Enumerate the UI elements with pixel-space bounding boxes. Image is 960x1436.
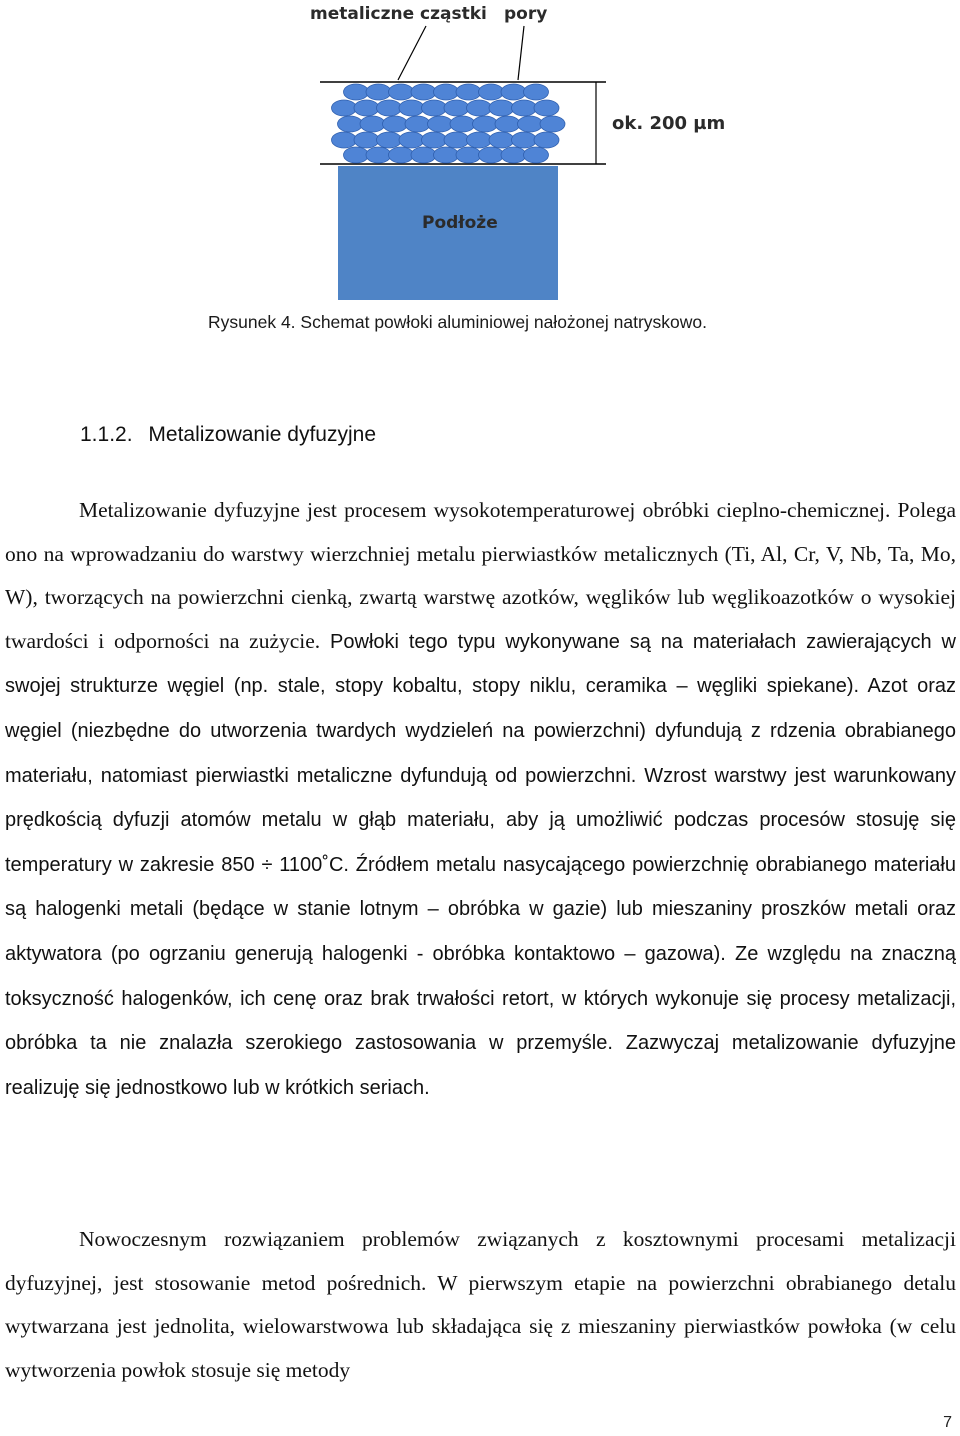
metal-particle xyxy=(332,132,357,148)
metal-particle xyxy=(422,132,447,148)
label-pores: pory xyxy=(504,4,548,24)
metal-particle xyxy=(512,132,537,148)
metal-particle xyxy=(501,147,526,163)
coating-schematic-figure xyxy=(280,0,740,305)
metal-particle xyxy=(344,84,369,100)
metal-particle xyxy=(479,84,504,100)
metal-particle xyxy=(411,147,436,163)
metal-particle xyxy=(428,116,453,132)
metal-particle xyxy=(354,100,379,116)
metal-particle xyxy=(389,84,414,100)
metal-particle xyxy=(489,132,514,148)
paragraph-1-part-3: Azot oraz węgiel (niezbędne do utworzenia twardych wydzieleń na powierzchni) dyfundują z rdzenia obrabianego materiału, natomiast pierwiastki metaliczne dyfundują od powierzchni. Wzrost warstwy jest warunkowany prędkością dyfuzji atomów metalu w głąb materiału, aby ją umożliwić podczas procesów stosuję się temperatury w zakresie 850 ÷ 1100˚C. Źródłem metalu nasycającego powierzchnię obrabianego materiału są halogenki metali (będące w stanie lotnym – obróbka w gazie) lub mieszaniny proszków metali oraz aktywatora (po ogrzaniu generują halogenki - obróbka kontaktowo – gazowa). Ze względu na znaczną toksyczność halogenków, ich cenę oraz brak trwałości retort, w których wykonuje się procesy metalizacji, obróbka ta nie znalazła szerokiego zastosowania w przemyśle. Zazwyczaj metalizowanie dyfuzyjne realizuję się jednostkowo lub w krótkich seriach. xyxy=(5,675,957,1099)
metal-particle xyxy=(534,100,559,116)
metal-particle xyxy=(366,84,391,100)
paragraph-indirect-methods: Nowoczesnym rozwiązaniem problemów związanych z kosztownymi procesami metalizacji dyfuzyjnej, jest stosowanie metod pośrednich. W pierwszym etapie na powierzchni obrabianego detalu wytwarzana jest jednolita, wielowarstwowa lub składająca się z mieszaniny pierwiastków powłoka (w celu wytworzenia powłok stosuje się metody xyxy=(5,1227,956,1382)
paragraph-diffusion-metallization xyxy=(5,489,956,1110)
metal-particle xyxy=(444,132,469,148)
figure-caption: Rysunek 4. Schemat powłoki aluminiowej nałożonej natryskowo. xyxy=(208,312,707,332)
paragraph-1-part-1: Metalizowanie dyfuzyjne jest procesem wysokotemperaturowej obróbki cieplno-chemicznej. Polega ono na wprowadzaniu do warstwy wierzchniej metalu pierwiastków metalicznych (Ti, Al, Cr, V, Nb, Ta, Mo, W), tworzących na powierzchni cienką, zwartą warstwę azotków, węglików lub węglikoazotków o wysokiej twardości i odporności na zużycie. xyxy=(5,498,956,653)
paragraph-1-part-2: Powłoki tego typu wykonywane są na materiałach zawierających w swojej strukturze węgiel (np. stale, stopy kobaltu, stopy niklu, ceramika – węgliki spiekane). xyxy=(5,630,956,698)
label-substrate: Podłoże xyxy=(422,213,498,233)
metal-particle xyxy=(434,84,459,100)
metal-particle xyxy=(479,147,504,163)
section-number: 1.1.2. xyxy=(80,423,133,446)
metal-particle xyxy=(399,100,424,116)
label-metallic-particles: metaliczne cząstki xyxy=(310,4,487,24)
substrate-block xyxy=(338,166,558,300)
metal-particle xyxy=(524,84,549,100)
metal-particle xyxy=(501,84,526,100)
metal-particle xyxy=(450,116,475,132)
metal-particle xyxy=(377,132,402,148)
section-title: Metalizowanie dyfuzyjne xyxy=(148,423,377,446)
metal-particle xyxy=(434,147,459,163)
metal-particle xyxy=(399,132,424,148)
metal-particle xyxy=(534,132,559,148)
metal-particle xyxy=(512,100,537,116)
metal-particle xyxy=(360,116,385,132)
metal-particle xyxy=(524,147,549,163)
page-number: 7 xyxy=(943,1414,952,1431)
metal-particle xyxy=(473,116,498,132)
metal-particle xyxy=(411,84,436,100)
metal-particle xyxy=(389,147,414,163)
metal-particle xyxy=(383,116,408,132)
pointer-pores xyxy=(518,26,524,80)
metal-particle xyxy=(338,116,363,132)
metal-particle xyxy=(377,100,402,116)
metal-particle xyxy=(354,132,379,148)
metal-particle xyxy=(495,116,520,132)
metal-particle xyxy=(456,147,481,163)
metal-particle xyxy=(518,116,543,132)
metal-particle xyxy=(467,132,492,148)
metal-particle xyxy=(467,100,492,116)
section-heading xyxy=(80,423,376,447)
metal-particle xyxy=(489,100,514,116)
metal-particle xyxy=(422,100,447,116)
metal-particle xyxy=(456,84,481,100)
metal-particle xyxy=(540,116,565,132)
metal-particle xyxy=(405,116,430,132)
metal-particle xyxy=(444,100,469,116)
metal-particle xyxy=(344,147,369,163)
metal-particle xyxy=(332,100,357,116)
label-thickness: ok. 200 µm xyxy=(612,113,726,134)
pointer-particles xyxy=(398,26,426,80)
metallic-particles-layer xyxy=(332,84,566,163)
metal-particle xyxy=(366,147,391,163)
